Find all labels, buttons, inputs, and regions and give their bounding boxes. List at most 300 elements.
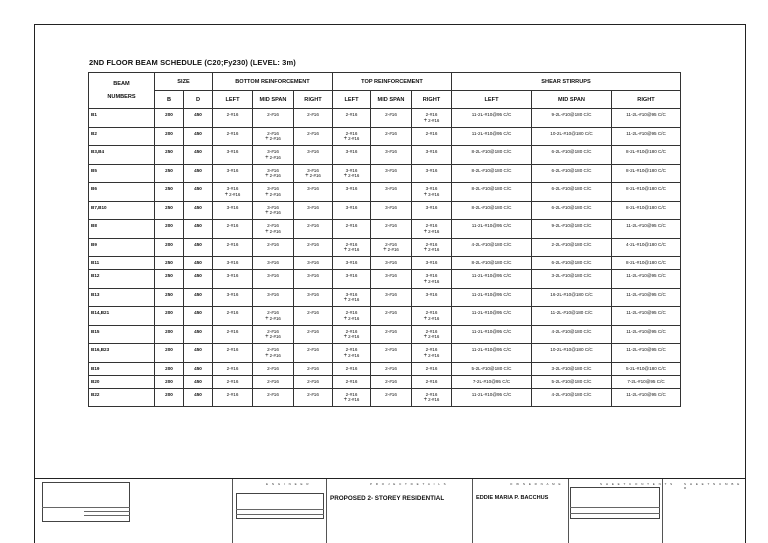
cell-value: 3-#16 <box>425 260 438 265</box>
cell-value: 2-#16 <box>425 310 438 315</box>
cell-beam-number <box>89 164 155 183</box>
cell-bottom-right <box>294 146 333 165</box>
cell-value: 11-2L-#10@95 C/C <box>471 273 512 278</box>
cell-value: 3-#16 <box>385 291 397 297</box>
cell-value: 450 <box>194 130 202 136</box>
table-row <box>89 127 681 146</box>
cell-value: 6-2L-#10@180 C/C <box>551 260 592 265</box>
cell-value: 8-2L-#10@180 C/C <box>626 204 666 210</box>
cell-value: 2-#16 <box>307 130 319 136</box>
cell-value: B22 <box>91 391 100 397</box>
additional-bars: + 2-#16 <box>254 353 292 359</box>
cell-value: 8-2L-#10@180 C/C <box>471 167 512 173</box>
cell-top-left <box>333 201 371 220</box>
cell-shear-right <box>612 288 681 307</box>
cell-value: 200 <box>165 130 173 136</box>
cell-beam-number <box>89 375 155 388</box>
cell-beam-number <box>89 220 155 239</box>
cell-value: 8-2L-#10@180 C/C <box>471 186 512 191</box>
additional-bars: + 2-#16 <box>334 316 369 322</box>
cell-value: 3-#16 <box>226 204 239 210</box>
cell-value: 3-#16 <box>307 167 319 173</box>
cell-value: 2-#16 <box>385 130 397 136</box>
cell-value: 11-2L-#10@95 C/C <box>626 391 666 397</box>
additional-bars: + 2-#16 <box>254 334 292 340</box>
cell-value: 3-#16 <box>226 186 239 191</box>
cell-shear-right <box>612 375 681 388</box>
cell-beam-number <box>89 270 155 289</box>
cell-value: 3-#16 <box>226 149 239 154</box>
cell-value: 8-2L-#10@180 C/C <box>471 204 512 210</box>
cell-top-mid <box>371 109 412 128</box>
cell-bottom-right <box>294 257 333 270</box>
table-row <box>89 164 681 183</box>
owner-header: O W N E R N A M E <box>510 482 563 486</box>
cell-depth-d <box>184 146 213 165</box>
cell-value: 2-#16 <box>385 347 397 352</box>
cell-value: B5 <box>91 167 97 173</box>
cell-value: 3-#16 <box>425 186 438 191</box>
header-bottom-reinforcement: BOTTOM REINFORCEMENT <box>213 73 333 91</box>
cell-value: 250 <box>165 204 173 210</box>
additional-bars: + 2-#16 <box>214 192 251 198</box>
cell-beam-number <box>89 127 155 146</box>
additional-bars: + 2-#16 <box>334 297 369 303</box>
additional-bars: + 2-#16 <box>254 229 292 235</box>
cell-shear-right <box>612 201 681 220</box>
cell-value: 450 <box>194 347 202 352</box>
cell-value: B13 <box>91 291 100 297</box>
cell-value: B19 <box>91 365 100 371</box>
cell-value: 2-#16 <box>345 310 358 315</box>
cell-beam-number <box>89 362 155 375</box>
cell-bottom-mid <box>253 344 294 363</box>
cell-width-b <box>155 201 184 220</box>
cell-value: 3-#16 <box>226 167 239 173</box>
cell-bottom-right <box>294 388 333 407</box>
additional-bars: + 2-#16 <box>254 210 292 216</box>
table-row <box>89 362 681 375</box>
cell-bottom-mid <box>253 238 294 257</box>
header-shear-left: LEFT <box>452 91 532 109</box>
cell-top-right <box>412 220 452 239</box>
cell-shear-mid <box>532 325 612 344</box>
cell-value: 2-#16 <box>425 391 438 397</box>
cell-value: 200 <box>165 378 173 384</box>
cell-value: 3-#16 <box>307 291 319 297</box>
logo-box <box>42 482 130 522</box>
cell-top-left <box>333 270 371 289</box>
cell-bottom-left <box>213 201 253 220</box>
additional-bars: + 2-#16 <box>372 247 410 253</box>
cell-value: 3-#16 <box>345 273 358 278</box>
header-bottom-mid: MID SPAN <box>253 91 294 109</box>
cell-value: 2-#16 <box>345 378 358 384</box>
table-row <box>89 183 681 202</box>
cell-value: 450 <box>194 378 202 384</box>
cell-top-mid <box>371 288 412 307</box>
cell-value: 2-#16 <box>226 310 239 315</box>
engineer-header: E N G I N E E R <box>266 482 311 486</box>
cell-value: 2-#16 <box>267 241 279 247</box>
cell-top-right <box>412 164 452 183</box>
header-shear-stirrups: SHEAR STIRRUPS <box>452 73 681 91</box>
cell-bottom-mid <box>253 288 294 307</box>
cell-value: 2-#16 <box>385 310 397 315</box>
cell-top-left <box>333 362 371 375</box>
cell-value: 11-2L-#10@180 C/C <box>550 310 593 315</box>
schedule-body <box>89 109 681 407</box>
cell-value: 7-2L-#10@95 C/C <box>627 378 665 384</box>
cell-value: 2-#16 <box>345 365 358 371</box>
cell-value: 3-#16 <box>267 149 279 154</box>
additional-bars: + 2-#16 <box>413 334 450 340</box>
header-top-reinforcement: TOP REINFORCEMENT <box>333 73 452 91</box>
cell-depth-d <box>184 362 213 375</box>
cell-value: 250 <box>165 186 173 191</box>
cell-top-right <box>412 127 452 146</box>
cell-value: 16-2L-#10@180 C/C <box>550 291 593 297</box>
cell-value: 2-#16 <box>425 241 438 247</box>
cell-top-right <box>412 201 452 220</box>
cell-width-b <box>155 362 184 375</box>
cell-value: 2-#16 <box>267 223 279 228</box>
cell-value: 2-2L-#10@180 C/C <box>551 241 592 247</box>
cell-shear-left <box>452 288 532 307</box>
cell-value: 8-2L-#10@180 C/C <box>626 260 666 265</box>
cell-value: B11 <box>91 260 100 265</box>
header-top-right: RIGHT <box>412 91 452 109</box>
cell-shear-left <box>452 375 532 388</box>
cell-value: 8-2L-#10@180 C/C <box>626 167 666 173</box>
cell-width-b <box>155 238 184 257</box>
cell-value: 450 <box>194 241 202 247</box>
cell-shear-right <box>612 362 681 375</box>
cell-value: 200 <box>165 347 173 352</box>
table-row <box>89 257 681 270</box>
header-d: D <box>184 91 213 109</box>
cell-top-mid <box>371 164 412 183</box>
cell-value: 450 <box>194 204 202 210</box>
cell-value: 2-#16 <box>425 347 438 352</box>
cell-shear-mid <box>532 127 612 146</box>
cell-value: 11-2L-#10@95 C/C <box>471 223 512 228</box>
cell-value: 6-2L-#10@180 C/C <box>551 204 592 210</box>
cell-value: 2-#16 <box>385 365 397 371</box>
cell-value: 200 <box>165 328 173 334</box>
cell-value: 3-#16 <box>307 186 319 191</box>
cell-top-mid <box>371 362 412 375</box>
table-row <box>89 146 681 165</box>
cell-value: 3-#16 <box>345 167 358 173</box>
cell-value: 11-2L-#10@95 C/C <box>626 273 666 278</box>
cell-value: 3-#16 <box>425 273 438 278</box>
cell-bottom-right <box>294 307 333 326</box>
additional-bars: + 2-#16 <box>254 316 292 322</box>
cell-value: B7,B10 <box>91 204 107 210</box>
cell-value: 3-#16 <box>345 186 358 191</box>
cell-value: 6-2L-#10@180 C/C <box>551 149 592 154</box>
cell-depth-d <box>184 344 213 363</box>
cell-value: 3-#16 <box>307 149 319 154</box>
cell-value: 250 <box>165 260 173 265</box>
cell-value: B1 <box>91 112 97 117</box>
cell-bottom-right <box>294 375 333 388</box>
cell-width-b <box>155 109 184 128</box>
cell-beam-number <box>89 257 155 270</box>
cell-top-mid <box>371 201 412 220</box>
cell-value: B20 <box>91 378 100 384</box>
cell-value: 3-#16 <box>385 204 397 210</box>
cell-shear-mid <box>532 344 612 363</box>
cell-bottom-right <box>294 344 333 363</box>
cell-shear-mid <box>532 164 612 183</box>
cell-depth-d <box>184 325 213 344</box>
cell-top-right <box>412 183 452 202</box>
header-b: B <box>155 91 184 109</box>
cell-value: 250 <box>165 167 173 173</box>
cell-width-b <box>155 183 184 202</box>
cell-value: 2-#16 <box>425 112 438 117</box>
cell-top-left <box>333 109 371 128</box>
additional-bars: + 2-#16 <box>254 173 292 179</box>
cell-bottom-right <box>294 270 333 289</box>
cell-value: 6-2L-#10@180 C/C <box>551 167 592 173</box>
cell-value: 450 <box>194 391 202 397</box>
cell-value: 3-#16 <box>345 291 358 297</box>
cell-shear-right <box>612 270 681 289</box>
additional-bars: + 2-#16 <box>413 397 450 403</box>
cell-value: 2-#16 <box>307 241 319 247</box>
cell-value: 3-#16 <box>267 291 279 297</box>
cell-top-mid <box>371 388 412 407</box>
cell-shear-right <box>612 220 681 239</box>
additional-bars: + 2-#16 <box>295 173 331 179</box>
cell-bottom-left <box>213 127 253 146</box>
table-row <box>89 220 681 239</box>
cell-value: 200 <box>165 310 173 315</box>
cell-value: 450 <box>194 291 202 297</box>
cell-bottom-right <box>294 238 333 257</box>
cell-value: B12 <box>91 273 100 278</box>
cell-value: 450 <box>194 223 202 228</box>
cell-top-left <box>333 183 371 202</box>
cell-bottom-left <box>213 388 253 407</box>
cell-shear-right <box>612 109 681 128</box>
cell-depth-d <box>184 270 213 289</box>
cell-top-mid <box>371 270 412 289</box>
cell-shear-mid <box>532 288 612 307</box>
cell-beam-number <box>89 238 155 257</box>
cell-bottom-mid <box>253 362 294 375</box>
additional-bars: + 2-#16 <box>413 118 450 124</box>
cell-top-mid <box>371 238 412 257</box>
cell-top-left <box>333 307 371 326</box>
cell-value: 3-#16 <box>345 149 358 154</box>
schedule-title: 2ND FLOOR BEAM SCHEDULE (C20;Fy230) (LEVEL: 3m) <box>89 58 296 67</box>
sheet-contents-box <box>570 487 660 519</box>
cell-width-b <box>155 288 184 307</box>
cell-value: 450 <box>194 149 202 154</box>
cell-value: 2-#16 <box>385 378 397 384</box>
cell-value: 2-#16 <box>226 223 239 228</box>
cell-bottom-left <box>213 257 253 270</box>
cell-shear-right <box>612 325 681 344</box>
cell-value: 2-#16 <box>267 365 279 371</box>
cell-depth-d <box>184 109 213 128</box>
cell-bottom-mid <box>253 307 294 326</box>
cell-value: 3-2L-#10@180 C/C <box>551 365 592 371</box>
cell-value: 5-2L-#10@180 C/C <box>626 365 666 371</box>
cell-value: 7-2L-#10@95 C/C <box>472 378 511 384</box>
cell-shear-left <box>452 388 532 407</box>
cell-value: 11-2L-#10@95 C/C <box>471 310 512 315</box>
cell-value: 11-2L-#10@95 C/C <box>471 347 512 352</box>
cell-value: B6 <box>91 186 97 191</box>
cell-top-left <box>333 388 371 407</box>
cell-top-left <box>333 344 371 363</box>
cell-value: B2 <box>91 130 97 136</box>
cell-bottom-right <box>294 288 333 307</box>
cell-value: 3-#16 <box>385 260 397 265</box>
cell-value: 2-#16 <box>307 347 319 352</box>
cell-depth-d <box>184 388 213 407</box>
cell-value: 11-2L-#10@95 C/C <box>626 130 666 136</box>
cell-value: 4-2L-#10@180 C/C <box>551 328 592 334</box>
additional-bars: + 2-#16 <box>413 279 450 285</box>
cell-value: 2-#16 <box>226 391 239 397</box>
cell-value: 250 <box>165 273 173 278</box>
cell-top-mid <box>371 257 412 270</box>
cell-top-right <box>412 388 452 407</box>
cell-top-left <box>333 127 371 146</box>
cell-top-right <box>412 146 452 165</box>
cell-shear-left <box>452 220 532 239</box>
cell-depth-d <box>184 164 213 183</box>
cell-bottom-right <box>294 362 333 375</box>
cell-value: B8 <box>91 223 97 228</box>
additional-bars: + 2-#16 <box>413 316 450 322</box>
table-row <box>89 238 681 257</box>
cell-bottom-left <box>213 344 253 363</box>
cell-bottom-right <box>294 201 333 220</box>
cell-value: 4-2L-#10@180 C/C <box>471 241 512 247</box>
cell-bottom-mid <box>253 146 294 165</box>
cell-value: 3-#16 <box>385 273 397 278</box>
cell-top-right <box>412 109 452 128</box>
cell-value: 250 <box>165 149 173 154</box>
cell-shear-mid <box>532 201 612 220</box>
cell-value: 3-#16 <box>267 186 279 191</box>
cell-value: 5-2L-#10@180 C/C <box>551 378 592 384</box>
table-row <box>89 270 681 289</box>
cell-value: 2-#16 <box>385 241 397 247</box>
cell-value: 2-#16 <box>226 347 239 352</box>
cell-depth-d <box>184 220 213 239</box>
cell-bottom-left <box>213 375 253 388</box>
cell-top-mid <box>371 127 412 146</box>
additional-bars: + 2-#16 <box>334 247 369 253</box>
cell-bottom-mid <box>253 164 294 183</box>
cell-value: 200 <box>165 112 173 117</box>
cell-value: 8-2L-#10@180 C/C <box>626 186 666 191</box>
cell-bottom-left <box>213 146 253 165</box>
table-row <box>89 344 681 363</box>
cell-bottom-left <box>213 183 253 202</box>
cell-shear-mid <box>532 307 612 326</box>
cell-shear-right <box>612 183 681 202</box>
additional-bars: + 3-#16 <box>413 192 450 198</box>
cell-shear-mid <box>532 146 612 165</box>
cell-value: 3-#16 <box>267 273 279 278</box>
additional-bars: + 2-#16 <box>413 247 450 253</box>
cell-bottom-right <box>294 183 333 202</box>
cell-value: B16,B23 <box>91 347 110 352</box>
additional-bars: + 2-#16 <box>413 229 450 235</box>
cell-bottom-left <box>213 238 253 257</box>
cell-beam-number <box>89 146 155 165</box>
cell-top-left <box>333 220 371 239</box>
cell-value: 9-2L-#10@180 C/C <box>551 112 592 117</box>
cell-top-left <box>333 375 371 388</box>
table-row <box>89 201 681 220</box>
cell-value: 3-#16 <box>425 167 438 173</box>
cell-top-right <box>412 325 452 344</box>
cell-value: 3-#16 <box>385 149 397 154</box>
cell-value: 2-#16 <box>267 391 279 397</box>
cell-top-right <box>412 375 452 388</box>
cell-value: 2-#16 <box>226 241 239 247</box>
cell-shear-right <box>612 388 681 407</box>
table-row <box>89 375 681 388</box>
cell-shear-mid <box>532 388 612 407</box>
cell-value: 2-#16 <box>226 365 239 371</box>
project-name: PROPOSED 2- STOREY RESIDENTIAL <box>330 495 445 502</box>
cell-value: 200 <box>165 391 173 397</box>
cell-value: 2-#16 <box>267 130 279 136</box>
cell-bottom-mid <box>253 325 294 344</box>
cell-bottom-right <box>294 127 333 146</box>
cell-value: 450 <box>194 328 202 334</box>
cell-top-mid <box>371 307 412 326</box>
additional-bars: + 2-#16 <box>334 334 369 340</box>
cell-value: 11-2L-#10@95 C/C <box>626 112 666 117</box>
owner-name: EDDIE MARIA P. BACCHUS <box>476 495 549 501</box>
cell-depth-d <box>184 288 213 307</box>
cell-value: 2-#16 <box>345 328 358 334</box>
cell-width-b <box>155 257 184 270</box>
cell-value: 450 <box>194 273 202 278</box>
cell-top-left <box>333 238 371 257</box>
cell-shear-mid <box>532 270 612 289</box>
cell-top-mid <box>371 325 412 344</box>
cell-value: 2-#16 <box>425 378 438 384</box>
cell-top-left <box>333 325 371 344</box>
cell-width-b <box>155 375 184 388</box>
sheet-number-header: S H E E T N U M B E R <box>684 482 741 490</box>
cell-bottom-left <box>213 307 253 326</box>
cell-value: 3-#16 <box>425 149 438 154</box>
cell-value: 3-#16 <box>226 273 239 278</box>
cell-value: 11-2L-#10@95 C/C <box>626 223 666 228</box>
cell-top-right <box>412 257 452 270</box>
cell-width-b <box>155 344 184 363</box>
cell-shear-left <box>452 362 532 375</box>
cell-depth-d <box>184 375 213 388</box>
cell-bottom-left <box>213 288 253 307</box>
cell-value: 11-2L-#10@95 C/C <box>471 391 512 397</box>
cell-value: 2-#16 <box>345 112 358 117</box>
